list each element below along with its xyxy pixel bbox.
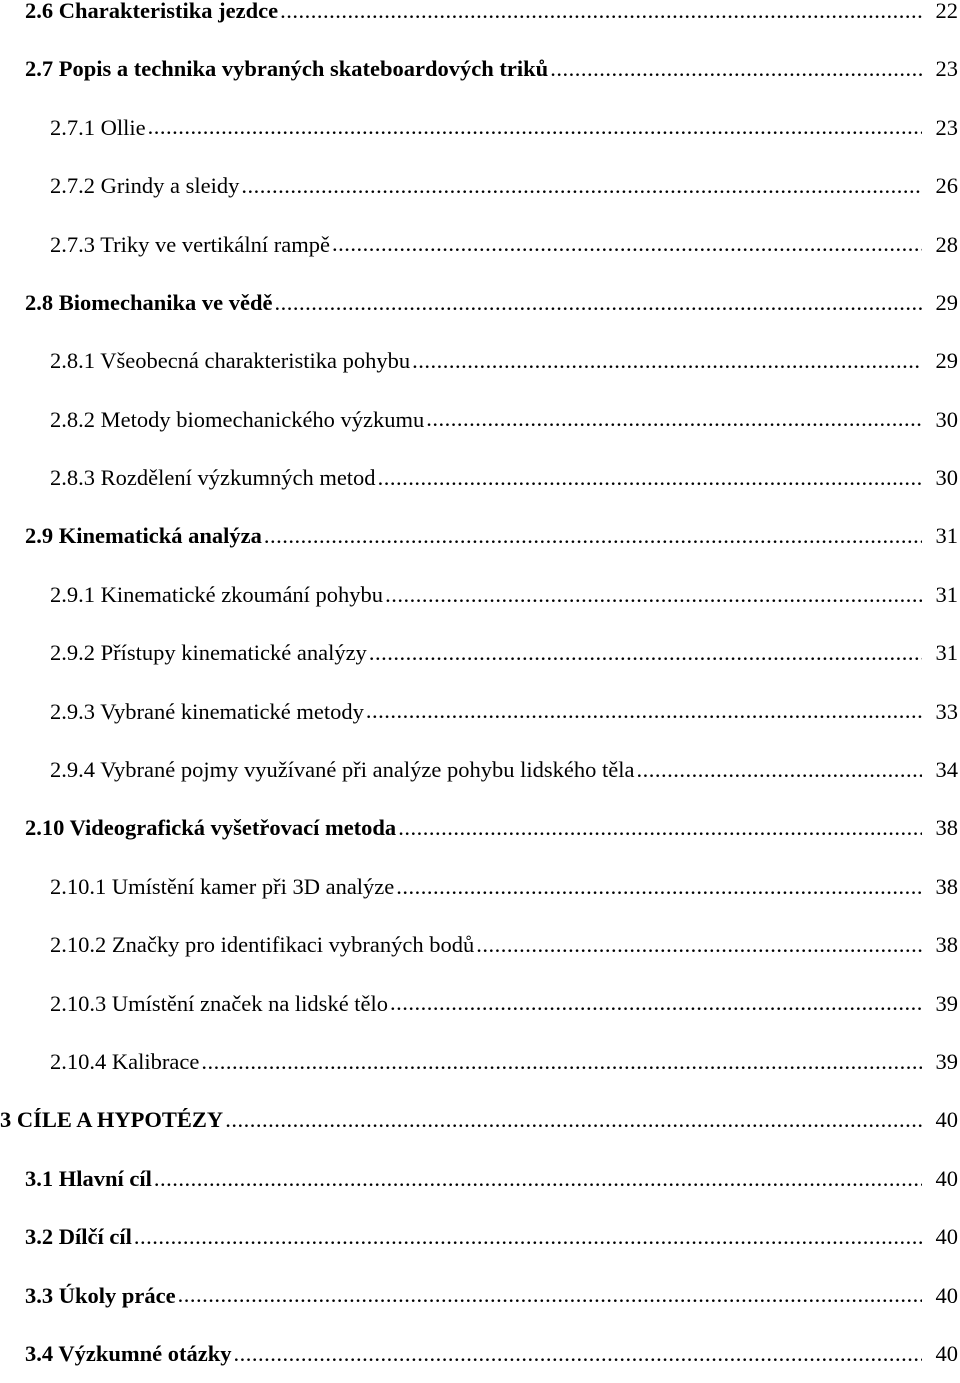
dot-leader	[241, 175, 922, 197]
dot-leader	[275, 292, 923, 314]
toc-entry[interactable]	[0, 916, 960, 974]
toc-entry-title: 2.6 Charakteristika jezdce	[25, 0, 279, 23]
toc-entry[interactable]	[0, 624, 960, 682]
toc-entry[interactable]	[0, 1033, 960, 1091]
dot-leader	[201, 1051, 922, 1073]
toc-entry-title: 3.3 Úkoly práce	[25, 1282, 176, 1308]
toc-entry-page: 30	[935, 465, 958, 491]
toc-entry[interactable]	[0, 1267, 960, 1325]
toc-entry-page: 40	[935, 1224, 958, 1250]
toc-entry-page: 38	[935, 815, 958, 841]
dot-leader	[412, 351, 922, 373]
toc-entry-title: 2.10.1 Umístění kamer při 3D analýze	[50, 873, 395, 899]
toc-entry-page: 31	[935, 523, 958, 549]
toc-entry-page: 30	[935, 406, 958, 432]
toc-entry-title: 2.10.4 Kalibrace	[50, 1048, 200, 1074]
toc-entry-page: 38	[935, 932, 958, 958]
toc-entry-title: 2.10 Videografická vyšetřovací metoda	[25, 815, 397, 841]
toc-entry-title: 2.9.2 Přístupy kinematické analýzy	[50, 640, 367, 666]
toc-entry-page: 40	[935, 1165, 958, 1191]
dot-leader	[225, 1110, 922, 1132]
toc-entry[interactable]	[0, 1325, 960, 1383]
toc-entry-title: 2.9.1 Kinematické zkoumání pohybu	[50, 581, 384, 607]
dot-leader	[332, 234, 922, 256]
toc-entry-page: 23	[935, 56, 958, 82]
toc-entry-title: 2.7.3 Triky ve vertikální rampě	[50, 231, 330, 257]
toc-entry[interactable]	[0, 1091, 960, 1149]
toc-entry-title: 3.1 Hlavní cíl	[25, 1165, 152, 1191]
toc-entry-title: 2.10.3 Umístění značek na lidské tělo	[50, 990, 389, 1016]
toc-entry-page: 29	[935, 348, 958, 374]
toc-entry-page: 26	[935, 173, 958, 199]
toc-entry[interactable]	[0, 332, 960, 390]
dot-leader	[264, 526, 922, 548]
dot-leader	[636, 759, 922, 781]
toc-entry[interactable]	[0, 566, 960, 624]
dot-leader	[148, 117, 922, 139]
toc-entry[interactable]	[0, 741, 960, 799]
toc-entry-title: 2.9.3 Vybrané kinematické metody	[50, 698, 364, 724]
toc-entry-title: 2.9 Kinematická analýza	[25, 523, 262, 549]
toc-entry-page: 28	[935, 231, 958, 257]
dot-leader	[154, 1168, 922, 1190]
toc-entry-title: 2.8.1 Všeobecná charakteristika pohybu	[50, 348, 411, 374]
toc-entry-title: 2.7.1 Ollie	[50, 114, 146, 140]
toc-entry-page: 29	[935, 289, 958, 315]
toc-entry-page: 33	[935, 698, 958, 724]
toc-entry-title: 3 CÍLE A HYPOTÉZY	[0, 1107, 224, 1133]
toc-entry[interactable]	[0, 216, 960, 274]
dot-leader	[369, 642, 922, 664]
toc-entry-page: 23	[935, 114, 958, 140]
toc-entry-page: 40	[935, 1282, 958, 1308]
toc-entry[interactable]	[0, 274, 960, 332]
toc-entry-title: 2.8.3 Rozdělení výzkumných metod	[50, 465, 376, 491]
toc-entry-title: 2.7 Popis a technika vybraných skateboardových triků	[25, 56, 549, 82]
toc-entry-page: 40	[935, 1340, 958, 1366]
dot-leader	[134, 1226, 922, 1248]
toc-entry-page: 39	[935, 990, 958, 1016]
toc-entry[interactable]	[0, 391, 960, 449]
toc-entry[interactable]	[0, 449, 960, 507]
dot-leader	[390, 993, 922, 1015]
dot-leader	[396, 876, 922, 898]
toc-entry[interactable]	[0, 975, 960, 1033]
dot-leader	[378, 467, 922, 489]
dot-leader	[385, 584, 922, 606]
toc-entry-title: 3.2 Dílčí cíl	[25, 1224, 132, 1250]
toc-entry[interactable]	[0, 0, 960, 40]
dot-leader	[366, 701, 922, 723]
toc-entry[interactable]	[0, 40, 960, 98]
dot-leader	[233, 1343, 922, 1365]
toc-entry-page: 40	[935, 1107, 958, 1133]
toc-entry-page: 22	[935, 0, 958, 23]
toc-entry-page: 34	[935, 757, 958, 783]
dot-leader	[426, 409, 922, 431]
toc-entry-title: 2.8 Biomechanika ve vědě	[25, 289, 273, 315]
toc-entry[interactable]	[0, 858, 960, 916]
toc-entry-title: 2.7.2 Grindy a sleidy	[50, 173, 240, 199]
toc-entry[interactable]	[0, 99, 960, 157]
dot-leader	[476, 934, 922, 956]
dot-leader	[178, 1285, 922, 1307]
toc-entry[interactable]	[0, 1150, 960, 1208]
toc-entry-title: 2.9.4 Vybrané pojmy využívané při analýze pohybu lidského těla	[50, 757, 635, 783]
toc-entry-page: 31	[935, 640, 958, 666]
toc-entry-title: 2.10.2 Značky pro identifikaci vybraných bodů	[50, 932, 475, 958]
toc-entry[interactable]	[0, 157, 960, 215]
toc-entry[interactable]	[0, 508, 960, 566]
dot-leader	[280, 0, 922, 22]
toc-entry[interactable]	[0, 683, 960, 741]
toc-entry[interactable]	[0, 799, 960, 857]
dot-leader	[398, 818, 922, 840]
toc-entry-title: 3.4 Výzkumné otázky	[25, 1340, 232, 1366]
toc-entry-title: 2.8.2 Metody biomechanického výzkumu	[50, 406, 425, 432]
toc-entry[interactable]	[0, 1208, 960, 1266]
dot-leader	[550, 59, 922, 81]
toc-entry-page: 31	[935, 581, 958, 607]
toc-entry-page: 39	[935, 1048, 958, 1074]
toc-entry-page: 38	[935, 873, 958, 899]
